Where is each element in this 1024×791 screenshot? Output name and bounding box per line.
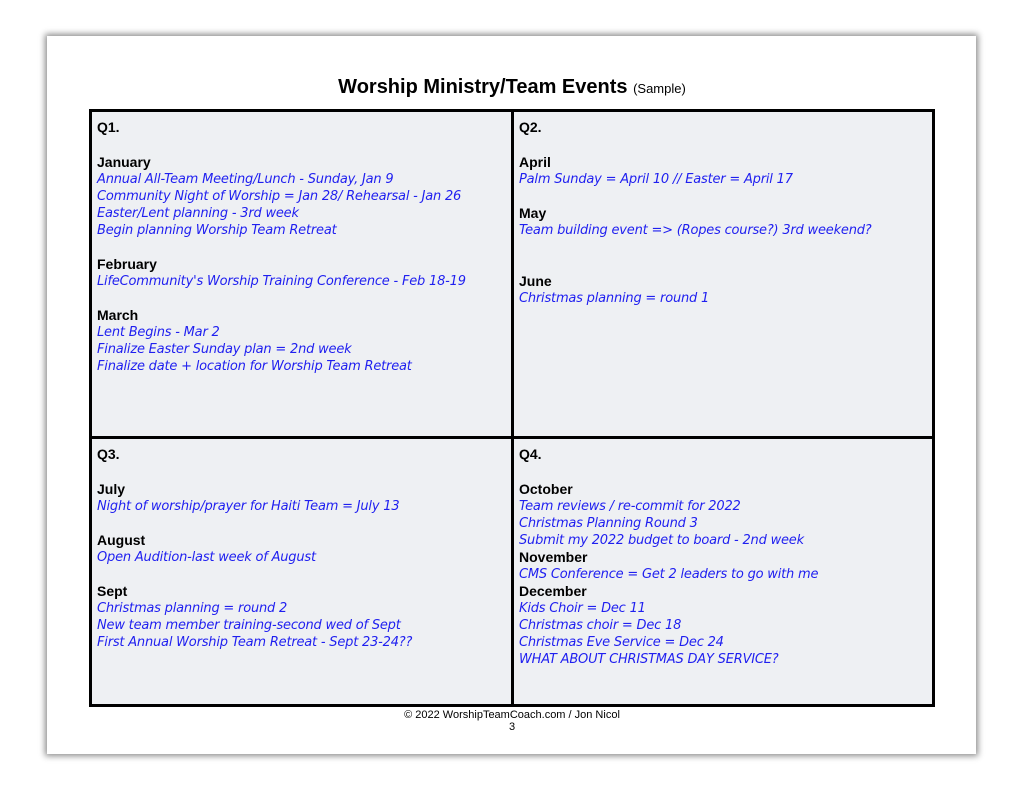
event-item: Easter/Lent planning - 3rd week (97, 206, 299, 221)
event-item: Annual All-Team Meeting/Lunch - Sunday, Jan 9 (97, 172, 394, 187)
event-item: CMS Conference = Get 2 leaders to go with me (519, 567, 819, 582)
quarter-label: Q2. (519, 119, 542, 135)
event-item: New team member training-second wed of Sept (97, 618, 401, 633)
title-subtitle: (Sample) (633, 81, 686, 96)
event-item: Submit my 2022 budget to board - 2nd week (519, 533, 804, 548)
event-item: LifeCommunity's Worship Training Conference - Feb 18-19 (97, 274, 466, 289)
event-item: First Annual Worship Team Retreat - Sept 23-24?? (97, 635, 413, 650)
quarter-q3 (92, 439, 511, 704)
month-heading: October (519, 481, 573, 497)
event-item: Christmas Planning Round 3 (519, 516, 698, 531)
quarter-label: Q3. (97, 446, 120, 462)
event-item: Team building event => (Ropes course?) 3rd weekend? (519, 223, 872, 238)
event-item: WHAT ABOUT CHRISTMAS DAY SERVICE? (519, 652, 779, 667)
month-heading: December (519, 583, 587, 599)
event-item: Begin planning Worship Team Retreat (97, 223, 337, 238)
month-heading: February (97, 256, 157, 272)
event-item: Kids Choir = Dec 11 (519, 601, 646, 616)
month-heading: May (519, 205, 547, 221)
month-heading: Sept (97, 583, 128, 599)
event-item: Community Night of Worship = Jan 28/ Rehearsal - Jan 26 (97, 189, 462, 204)
month-heading: June (519, 273, 552, 289)
event-item: Christmas choir = Dec 18 (519, 618, 682, 633)
event-item: Finalize date + location for Worship Team Retreat (97, 359, 412, 374)
page-number: 3 (508, 721, 516, 733)
quarter-q2 (514, 112, 932, 436)
event-item: Open Audition-last week of August (97, 550, 316, 565)
page-title (0, 76, 1024, 99)
quarter-q4 (514, 439, 932, 704)
event-item: Night of worship/prayer for Haiti Team = July 13 (97, 499, 400, 514)
month-heading: March (97, 307, 139, 323)
event-item: Palm Sunday = April 10 // Easter = April 17 (519, 172, 793, 187)
quarter-grid (89, 109, 935, 707)
month-heading: April (519, 154, 551, 170)
event-item: Team reviews / re-commit for 2022 (519, 499, 741, 514)
quarter-label: Q1. (97, 119, 120, 135)
month-heading: August (97, 532, 146, 548)
event-item: Christmas Eve Service = Dec 24 (519, 635, 724, 650)
event-item: Christmas planning = round 2 (97, 601, 288, 616)
event-item: Christmas planning = round 1 (519, 291, 710, 306)
page-footer (0, 709, 1024, 733)
event-item: Lent Begins - Mar 2 (97, 325, 220, 340)
event-item: Finalize Easter Sunday plan = 2nd week (97, 342, 352, 357)
quarter-q1 (92, 112, 511, 436)
month-heading: November (519, 549, 588, 565)
month-heading: July (97, 481, 126, 497)
quarter-label: Q4. (519, 446, 542, 462)
copyright-text: © 2022 WorshipTeamCoach.com / Jon Nicol (404, 709, 620, 721)
title-text: Worship Ministry/Team Events (338, 76, 628, 98)
month-heading: January (97, 154, 151, 170)
